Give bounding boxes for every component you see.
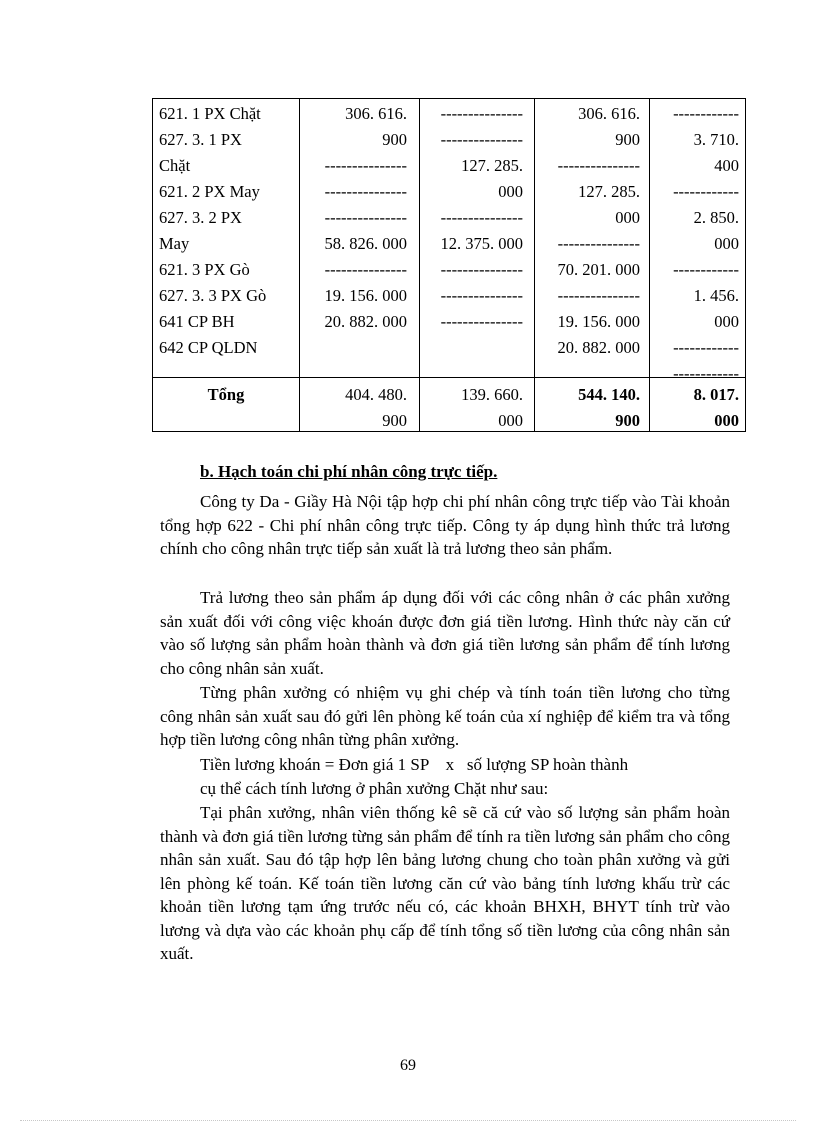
table-cell: 306. 616.	[345, 104, 407, 123]
table-cell: ---------------	[440, 260, 523, 279]
table-cell: 000	[714, 234, 739, 253]
paragraph: Công ty Da - Giầy Hà Nội tập hợp chi phí nhân công trực tiếp vào Tài khoản tổng hợp 622 - Chi phí nhân công trực tiếp. Công ty áp dụng hình thức trả lương chính cho công nhân trực tiếp sản xuất là trả lương theo sản phẩm.	[160, 492, 730, 558]
total-column-2	[303, 382, 407, 434]
table-cell: ------------	[673, 364, 739, 383]
table-cell: 627. 3. 1 PX	[159, 130, 242, 149]
table-cell: ---------------	[440, 208, 523, 227]
table-cell: Tổng	[207, 385, 245, 404]
table-cell: ---------------	[440, 286, 523, 305]
total-column-4	[538, 382, 640, 434]
table-cell: 306. 616.	[578, 104, 640, 123]
table-cell: 000	[615, 208, 640, 227]
table-cell: 000	[714, 411, 739, 430]
table-cell: 70. 201. 000	[557, 260, 640, 279]
table-cell: 12. 375. 000	[440, 234, 523, 253]
table-cell: 000	[498, 411, 523, 430]
table-cell: 139. 660.	[461, 385, 523, 404]
table-cell: 400	[714, 156, 739, 175]
table-cell: 3. 710.	[693, 130, 739, 149]
table-cell: 000	[714, 312, 739, 331]
table-cell: ---------------	[440, 104, 523, 123]
table-cell: ------------	[673, 182, 739, 201]
table-cell: 8. 017.	[693, 385, 739, 404]
table-cell: Chặt	[159, 156, 191, 175]
allocation-table	[152, 98, 746, 432]
table-cell: 404. 480.	[345, 385, 407, 404]
table-cell: ---------------	[324, 182, 407, 201]
table-cell: 621. 1 PX Chặt	[159, 104, 261, 123]
table-cell: 127. 285.	[578, 182, 640, 201]
table-cell: 20. 882. 000	[557, 338, 640, 357]
table-cell: 642 CP QLDN	[159, 338, 258, 357]
table-cell: ---------------	[557, 156, 640, 175]
table-cell: 621. 2 PX May	[159, 182, 260, 201]
table-cell: ---------------	[440, 130, 523, 149]
formula-line: Tiền lương khoán = Đơn giá 1 SP x số lượng SP hoàn thành	[200, 755, 629, 774]
table-cell: 19. 156. 000	[324, 286, 407, 305]
total-column-5	[653, 382, 739, 434]
table-cell: 900	[615, 130, 640, 149]
text-line: cụ thể cách tính lương ở phân xưởng Chặt như sau:	[200, 779, 549, 798]
column-divider	[649, 99, 650, 431]
total-column-3	[423, 382, 523, 434]
total-label	[153, 382, 299, 408]
paragraph: Tại phân xưởng, nhân viên thống kê sẽ că cứ vào số lượng sản phẩm hoàn thành và đơn giá tiền lương từng sản phẩm để tính ra tiền lương sản phẩm cho công nhân sản xuất. Sau đó tập hợp lên bảng lương chung cho toàn phân xưởng và gửi lên phòng kế toán. Kế toán tiền lương căn cứ vào bảng tính lương khấu trừ các khoản tiền lương tạm ứng trước nếu có, các khoản BHXH, BHYT tính trừ vào lương và dựa vào các khoản phụ cấp để tính tổng số tiền lương của công nhân sản xuất.	[160, 803, 730, 963]
column-4	[538, 101, 640, 361]
table-cell: ---------------	[324, 260, 407, 279]
table-cell: ---------------	[324, 156, 407, 175]
table-cell: 2. 850.	[693, 208, 739, 227]
column-divider	[419, 99, 420, 431]
table-cell: 627. 3. 3 PX Gò	[159, 286, 267, 305]
table-cell: May	[159, 234, 190, 253]
account-column	[159, 101, 295, 361]
column-2	[303, 101, 407, 335]
column-divider	[299, 99, 300, 431]
footer-divider	[20, 1120, 796, 1121]
table-cell: 900	[615, 411, 640, 430]
table-cell: 544. 140.	[578, 385, 640, 404]
table-cell: 900	[382, 130, 407, 149]
table-cell: ---------------	[557, 234, 640, 253]
section-heading: b. Hạch toán chi phí nhân công trực tiếp.	[200, 462, 498, 481]
table-cell: ------------	[673, 260, 739, 279]
table-cell: 20. 882. 000	[324, 312, 407, 331]
column-5	[653, 101, 739, 387]
table-cell: ---------------	[557, 286, 640, 305]
table-cell: 641 CP BH	[159, 312, 235, 331]
table-cell: ---------------	[324, 208, 407, 227]
column-3	[423, 101, 523, 335]
table-cell: 19. 156. 000	[557, 312, 640, 331]
table-cell: 900	[382, 411, 407, 430]
column-divider	[534, 99, 535, 431]
paragraph: Trả lương theo sản phẩm áp dụng đối với các công nhân ở các phân xưởng sản xuất đối với công việc khoán được đơn giá tiền lương. Hình thức này căn cứ vào số lượng sản phẩm hoàn thành và đơn giá tiền lương sản phẩm để tính lương cho công nhân sản xuất.	[160, 588, 730, 678]
page-number: 69	[400, 1057, 416, 1074]
paragraph: Từng phân xưởng có nhiệm vụ ghi chép và tính toán tiền lương cho từng công nhân sản xuất sau đó gửi lên phòng kế toán của xí nghiệp để kiểm tra và tổng hợp tiền lương công nhân từng phân xưởng.	[160, 683, 730, 749]
table-cell: 627. 3. 2 PX	[159, 208, 242, 227]
table-cell: 58. 826. 000	[324, 234, 407, 253]
table-cell: 621. 3 PX Gò	[159, 260, 250, 279]
table-cell: ---------------	[440, 312, 523, 331]
table-cell: 127. 285.	[461, 156, 523, 175]
table-cell: 000	[498, 182, 523, 201]
table-cell: ------------	[673, 338, 739, 357]
table-cell: ------------	[673, 104, 739, 123]
table-cell: 1. 456.	[693, 286, 739, 305]
